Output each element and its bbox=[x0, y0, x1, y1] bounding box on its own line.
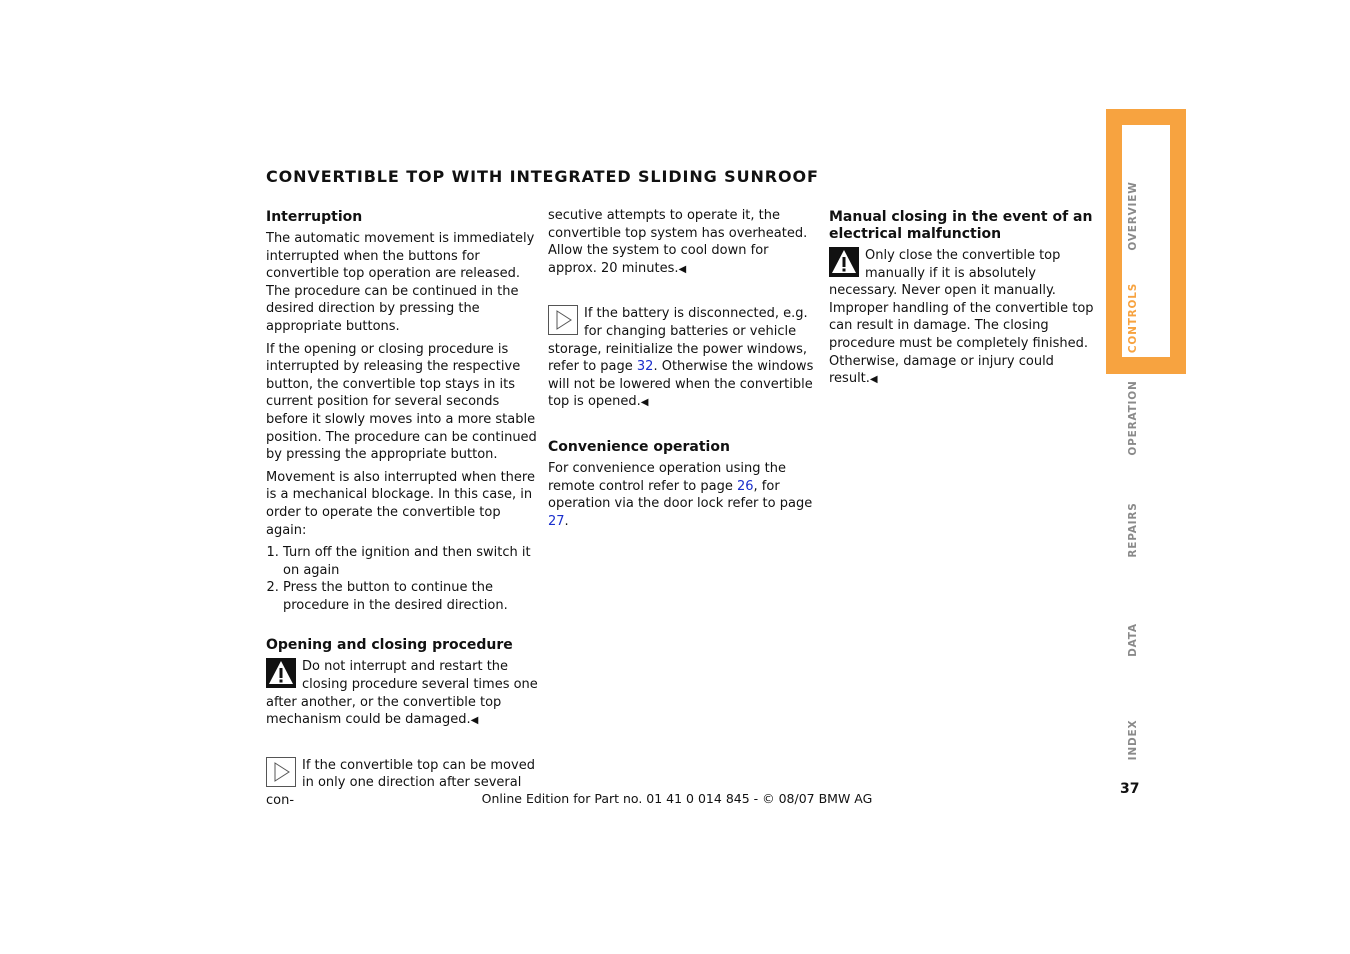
note-icon bbox=[548, 305, 578, 335]
convenience-paragraph: For convenience operation using the remote control refer to page 26, for operation via the door lock refer to page 27. bbox=[548, 460, 813, 529]
warning-paragraph bbox=[829, 247, 1101, 389]
side-nav-data[interactable]: DATA bbox=[1127, 623, 1139, 657]
end-mark-icon: ◀ bbox=[678, 263, 687, 275]
end-mark-icon: ◀ bbox=[470, 715, 479, 727]
column-left bbox=[266, 209, 538, 815]
opening-closing-heading: Opening and closing procedure bbox=[266, 637, 513, 654]
interruption-paragraph-2: If the opening or closing procedure is interrupted by releasing the respective button, the convertible top stays in its current position for several seconds before it slowly moves into a more stable position. The procedure can be continued by pressing the appropriate button. bbox=[266, 341, 537, 463]
page-link-32[interactable]: 32 bbox=[636, 359, 654, 375]
page-link-27[interactable]: 27 bbox=[548, 513, 565, 529]
warning-text: Do not interrupt and restart the closing procedure several times one after another, or the convertible top mechanism could be damaged. bbox=[266, 659, 538, 728]
page-link-26[interactable]: 26 bbox=[737, 478, 754, 494]
steps-list bbox=[266, 544, 538, 614]
warning-icon bbox=[829, 247, 859, 277]
end-mark-icon: ◀ bbox=[640, 397, 649, 409]
side-nav-index[interactable]: INDEX bbox=[1127, 719, 1139, 761]
warning-icon bbox=[266, 658, 296, 688]
warning-text: Only close the convertible top manually if it is absolutely necessary. Never open it manually. Improper handling of the convertible top can result in damage. The closing procedure must be completely finished. Otherwise, damage or injury could result. bbox=[829, 248, 1094, 387]
column-right bbox=[829, 209, 1101, 394]
note-icon bbox=[266, 757, 296, 787]
interruption-heading: Interruption bbox=[266, 209, 363, 225]
manual-closing-heading: Manual closing in the event of an electrical malfunction bbox=[829, 209, 1093, 242]
note-text: If the convertible top can be moved in only one direction after several con- bbox=[266, 757, 535, 809]
page-title: CONVERTIBLE TOP WITH INTEGRATED SLIDING SUNROOF bbox=[266, 167, 819, 186]
end-mark-icon: ◀ bbox=[869, 374, 878, 386]
side-nav-overview[interactable]: OVERVIEW bbox=[1127, 181, 1139, 251]
side-nav-controls[interactable]: CONTROLS bbox=[1127, 282, 1139, 354]
convenience-heading: Convenience operation bbox=[548, 438, 730, 455]
list-item: 2. Press the button to continue the procedure in the desired direction. bbox=[283, 579, 538, 614]
interruption-paragraph-1: The automatic movement is immediately interrupted when the buttons for convertible top operation are released. The procedure can be continued in the desired direction by pressing the appropriate buttons. bbox=[266, 231, 535, 334]
side-nav-repairs[interactable]: REPAIRS bbox=[1127, 502, 1139, 558]
interruption-paragraph-3: Movement is also interrupted when there is a mechanical blockage. In this case, in order to operate the convertible top again: bbox=[266, 469, 535, 538]
footer-text: Online Edition for Part no. 01 41 0 014 845 - © 08/07 BMW AG bbox=[481, 791, 873, 806]
note-continuation: secutive attempts to operate it, the convertible top system has overheated. Allow the system to cool down for approx. 20 minutes.◀ bbox=[548, 208, 808, 276]
column-middle bbox=[548, 207, 820, 535]
side-nav-operation[interactable]: OPERATION bbox=[1127, 380, 1139, 456]
list-item: 1. Turn off the ignition and then switch it on again bbox=[283, 544, 538, 579]
warning-paragraph bbox=[266, 658, 538, 729]
battery-note: If the battery is disconnected, e.g. for changing batteries or vehicle storage, reinitialize the power windows, refer to page 32. Otherwise the windows will not be lowered when the convertible top is opened.◀ bbox=[548, 306, 814, 410]
page-number: 37 bbox=[1120, 781, 1140, 797]
